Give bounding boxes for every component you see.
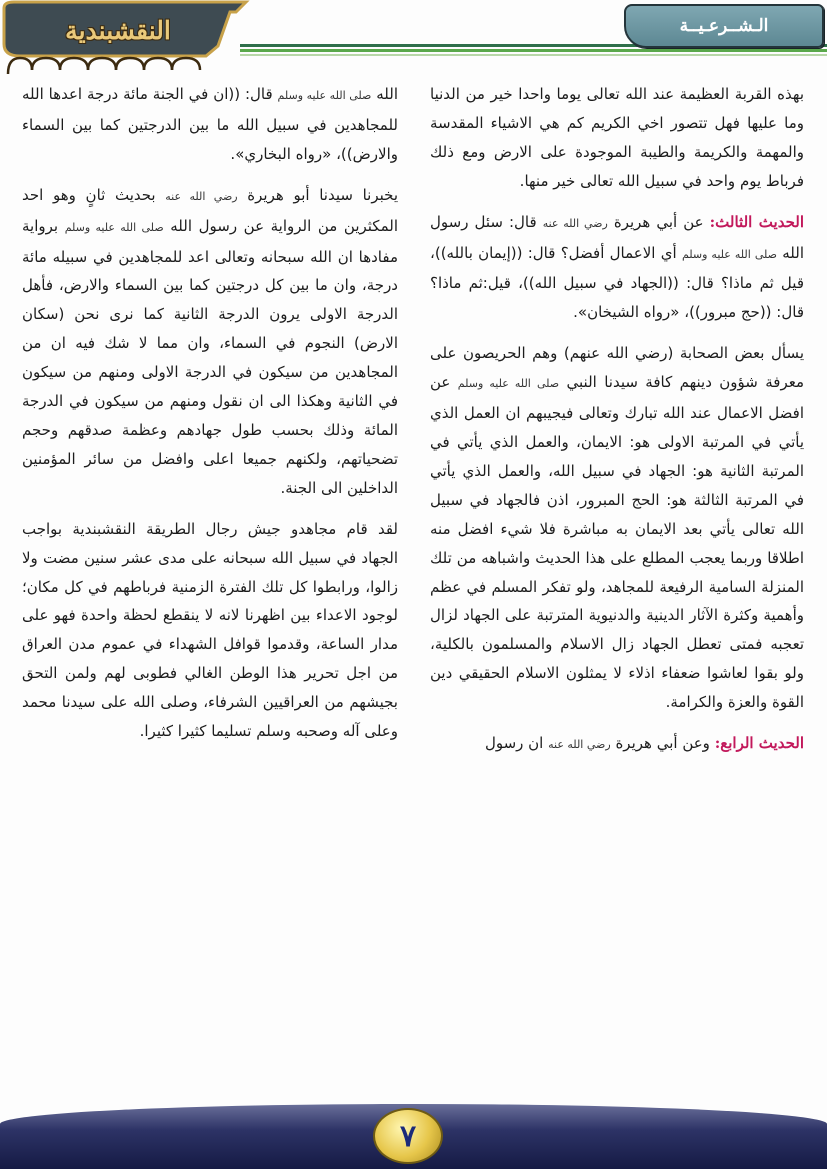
hadith-heading: الحديث الرابع: (714, 734, 804, 753)
text-run: أي الاعمال أفضل؟ قال: ((إيمان بالله))، قيل ثم ماذا؟ قال: ((الجهاد في سبيل الله))، قيل:ثم ماذا؟ قال: ((حج مبرور))، «رواه الشيخان». (430, 243, 804, 322)
honorific: رضي الله عنه (165, 189, 238, 203)
text-run: قال: سئل رسول الله (430, 212, 805, 262)
text-run: الله (371, 85, 398, 103)
paragraph (22, 181, 398, 503)
paragraph (430, 339, 804, 717)
text-run: برواية مفادها ان الله سبحانه وتعالى اعد للمجاهدين في سبيله مائة درجة، وان ما بين كل درجتين كما بين السماء والارض، فأهل الدرجة الاولى يرون الدرجة الثانية كما نرى نحن (سكان الارض) النجوم في السماء، وان مما لا شك فيه ان من المجاهدين من سيكون في الدرجة الاولى ومنهم من سيكون في الثانية وهكذا الى ان نقول ومنهم من سيكون في الدرجة المائة وذلك بحسب طول جهادهم وعظمة صدقهم وحجم تضحياتهم، ولكنهم جميعا اعلى وافضل من سائر المؤمنين الداخلين الى الجنة. (22, 216, 398, 497)
text-run: يخبرنا سيدنا أبو هريرة (237, 185, 398, 204)
text-run: ان رسول (484, 734, 549, 753)
paragraph (430, 729, 804, 760)
honorific: صلى الله عليه وسلم (681, 247, 777, 261)
paragraph: بهذه القربة العظيمة عند الله تعالى يوما واحدا خير من الدنيا وما عليها فهل تتصور اخي الكريم كم هي الاشياء المقدسة والمهمة والكريمة والطيبة الموجودة على الارض ومع ذلك فرباط يوم واحد في سبيل الله تعالى خير منها. (430, 85, 804, 190)
text-run: يسأل بعض الصحابة (رضي الله عنهم) وهم الحريصون على معرفة شؤون دينهم كافة سيدنا النبي (430, 344, 805, 392)
text-run: قال: ((ان في الجنة مائة درجة اعدها الله للمجاهدين في سبيل الله ما بين الدرجتين كما بين السماء والارض))، «رواه البخاري». (22, 85, 398, 163)
honorific: رضي الله عنه (542, 216, 608, 230)
honorific: صلى الله عليه وسلم (457, 377, 560, 391)
brand-logo (0, 0, 252, 76)
text-run: بحديث ثانٍ وهو احد المكثرين من الرواية عن رسول الله (22, 185, 398, 235)
honorific: صلى الله عليه وسلم (277, 89, 372, 102)
right-column (430, 80, 804, 772)
paragraph (22, 80, 398, 169)
paragraph: لقد قام مجاهدو جيش رجال الطريقة النقشبندية بواجب الجهاد في سبيل الله سبحانه على مدى عشر سنين مضت ولا زالوا، ورابطوا كل تلك الفترة الزمنية فرباطهم في كل مكان؛ لوجود الاعداء بين اظهرنا لانه لا ينقطع لحظة واحدة فهو على مدار الساعة، وقدموا قوافل الشهداء في عموم مدن العراق من اجل تحرير هذا الوطن الغالي فطوبى لهم ولمن التحق بجيشهم من العراقيين الشرفاء، وصلى الله على سيدنا محمد وعلى آله وصحبه وسلم تسليما كثيرا كثيرا. (22, 519, 398, 741)
hadith-heading: الحديث الثالث: (709, 212, 804, 231)
text-run: وعن أبي هريرة (610, 734, 715, 753)
page-number: ٧ (373, 1108, 443, 1164)
left-column (22, 80, 398, 758)
brand-title: النقشبندية (65, 15, 171, 45)
honorific: صلى الله عليه وسلم (64, 220, 164, 234)
paragraph (430, 208, 804, 328)
text-run: عن افضل الاعمال عند الله تبارك وتعالى فيجيبهم ان العمل الذي يأتي في المرتبة الاولى هو: الايمان، والعمل الذي يأتي في المرتبة الثانية هو: الجهاد في سبيل الله، والعمل الذي يأتي في المرتبة الثالثة هو: الحج المبرور، اذن فالجهاد في سبيل الله تعالى يأتي بعد الايمان به مباشرة فلا شيء افضل منه اطلاقا وربما يعجب المطلع على هذا الحديث واشباهه من تلك المنزلة السامية الرفيعة للمجاهد، ولو تفكر المسلم في عظم وأهمية وكثرة الآثار الدينية والدنيوية المترتبة على الجهاد لزال تعجبه فمتى تعطل الجهاد زال الاسلام والمسلمون بالكلية، ولو بقوا لعاشوا ضعفاء اذلاء لا يمثلون الاسلام الحقيقي دين القوة والعزة والكرامة. (430, 373, 804, 712)
honorific: رضي الله عنه (548, 738, 611, 752)
text-run: عن أبي هريرة (607, 212, 710, 231)
section-title-tab: الـشــرعـيــة (624, 4, 824, 48)
